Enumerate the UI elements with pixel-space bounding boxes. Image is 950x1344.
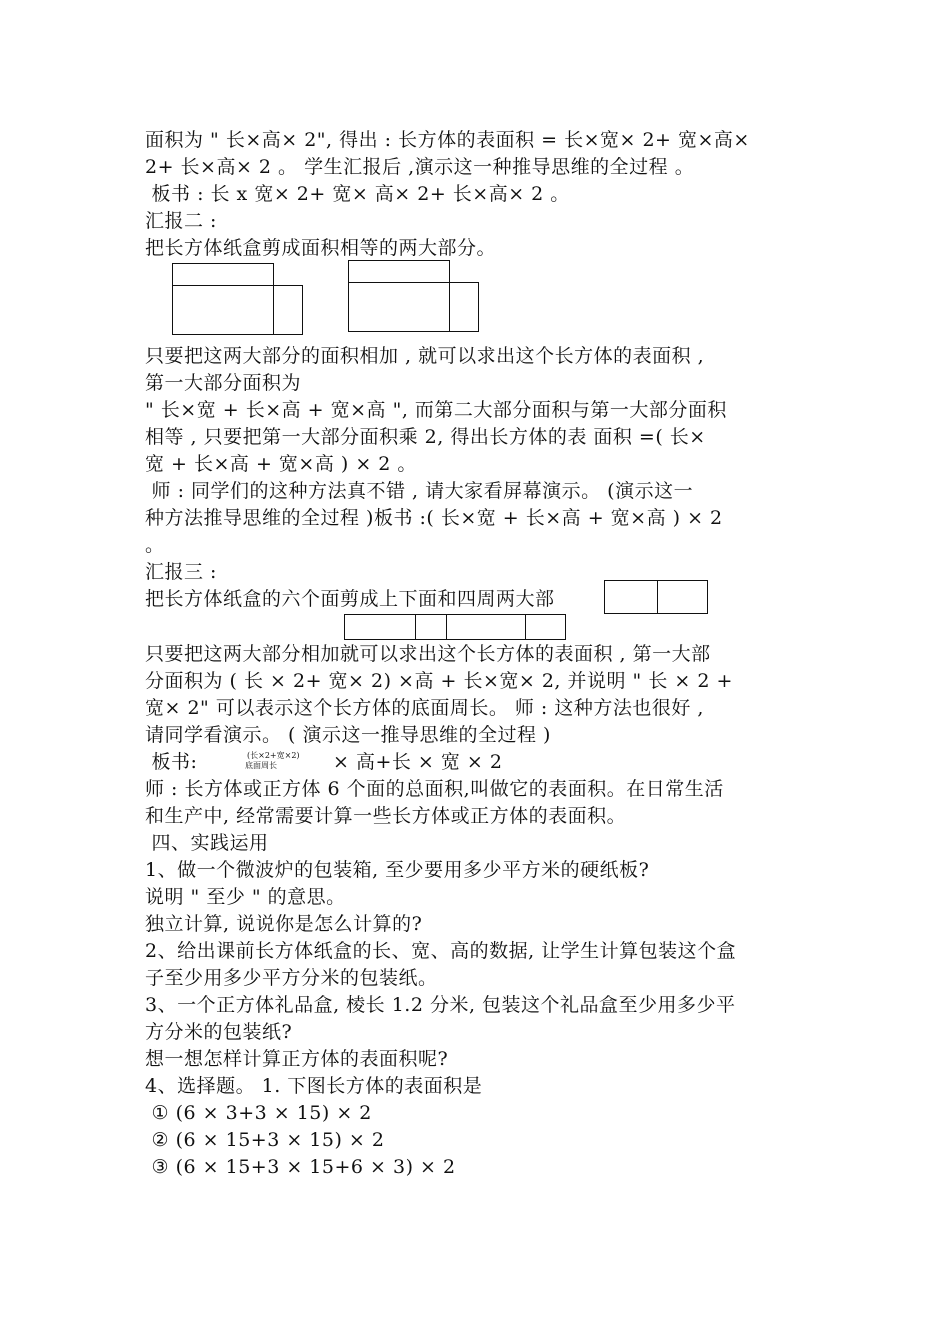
text-line: 想一想怎样计算正方体的表面积呢?: [145, 1048, 449, 1070]
face-top: [604, 580, 658, 614]
part-strip: [348, 260, 450, 283]
choice-option: ③ (6 × 15+3 × 15+6 × 3) × 2: [145, 1156, 456, 1178]
side-face: [415, 614, 447, 640]
text-line: 只要把这两大部分相加就可以求出这个长方体的表面积 , 第一大部: [145, 643, 711, 665]
text-line: 。: [145, 534, 165, 556]
text-line: 相等 , 只要把第一大部分面积乘 2, 得出长方体的表 面积 =( 长×: [145, 426, 706, 448]
text-line: 第一大部分面积为: [145, 372, 302, 394]
text-line: 只要把这两大部分的面积相加 , 就可以求出这个长方体的表面积 ,: [145, 345, 705, 367]
text-line: 种方法推导思维的全过程 )板书 :( 长×宽 + 长×高 + 宽×高 ) × 2: [145, 507, 723, 529]
choice-option: ② (6 × 15+3 × 15) × 2: [145, 1129, 385, 1151]
text-line: 师 : 长方体或正方体 6 个面的总面积,叫做它的表面积。在日常生活: [145, 778, 724, 800]
choice-option: ① (6 × 3+3 × 15) × 2: [145, 1102, 372, 1124]
text-line: 3、一个正方体礼品盒, 棱长 1.2 分米, 包装这个礼品盒至少用多少平: [145, 994, 736, 1016]
text-line: 4、选择题。 1. 下图长方体的表面积是: [145, 1075, 483, 1097]
part-face: [348, 282, 450, 332]
formula-note-bottom: 底面周长: [245, 761, 277, 770]
text-line: 独立计算, 说说你是怎么计算的?: [145, 913, 423, 935]
text-line: 子至少用多少平方分米的包装纸。: [145, 967, 438, 989]
text-line: 面积为 " 长×高× 2", 得出 : 长方体的表面积 = 长×宽× 2+ 宽×高×: [145, 129, 750, 151]
side-face: [446, 614, 526, 640]
section-heading: 四、实践运用: [145, 832, 269, 854]
text-line: 宽 + 长×高 + 宽×高 ) × 2 。: [145, 453, 417, 475]
side-face: [525, 614, 566, 640]
part-face: [172, 285, 274, 335]
formula-note-top: (长×2+宽×2): [247, 751, 300, 760]
text-line: 1、做一个微波炉的包装箱, 至少要用多少平方米的硬纸板?: [145, 859, 650, 881]
face-bottom: [657, 580, 708, 614]
text-line: 把长方体纸盒的六个面剪成上下面和四周两大部: [145, 588, 555, 610]
section-heading: 汇报二 :: [145, 210, 217, 232]
text-line: " 长×宽 + 长×高 + 宽×高 ", 而第二大部分面积与第一大部分面积: [145, 399, 727, 421]
part-strip: [172, 263, 274, 286]
text-line: 请同学看演示。 ( 演示这一推导思维的全过程 ): [145, 724, 551, 746]
text-line: 板书 : 长 x 宽× 2+ 宽× 高× 2+ 长×高× 2 。: [145, 183, 570, 205]
text-line: 把长方体纸盒剪成面积相等的两大部分。: [145, 237, 497, 259]
text-line: 方分米的包装纸?: [145, 1021, 293, 1043]
text-line: 师 : 同学们的这种方法真不错 , 请大家看屏幕演示。 (演示这一: [145, 480, 694, 502]
board-label: 板书:: [145, 751, 198, 773]
text-line: 宽× 2" 可以表示这个长方体的底面周长。 师 : 这种方法也很好 ,: [145, 697, 704, 719]
side-face: [344, 614, 416, 640]
text-line: 和生产中, 经常需要计算一些长方体或正方体的表面积。: [145, 805, 627, 827]
text-line: 2、给出课前长方体纸盒的长、宽、高的数据, 让学生计算包装这个盒: [145, 940, 737, 962]
text-line: 2+ 长×高× 2 。 学生汇报后 ,演示这一种推导思维的全过程 。: [145, 156, 695, 178]
part-side: [273, 285, 303, 335]
text-line: 分面积为 ( 长 × 2+ 宽× 2) ×高 + 长×宽× 2, 并说明 " 长 × 2 +: [145, 670, 733, 692]
section-heading: 汇报三 :: [145, 561, 217, 583]
part-side: [449, 282, 479, 332]
board-formula: × 高+长 × 宽 × 2: [333, 751, 503, 773]
text-line: 说明 " 至少 " 的意思。: [145, 886, 346, 908]
